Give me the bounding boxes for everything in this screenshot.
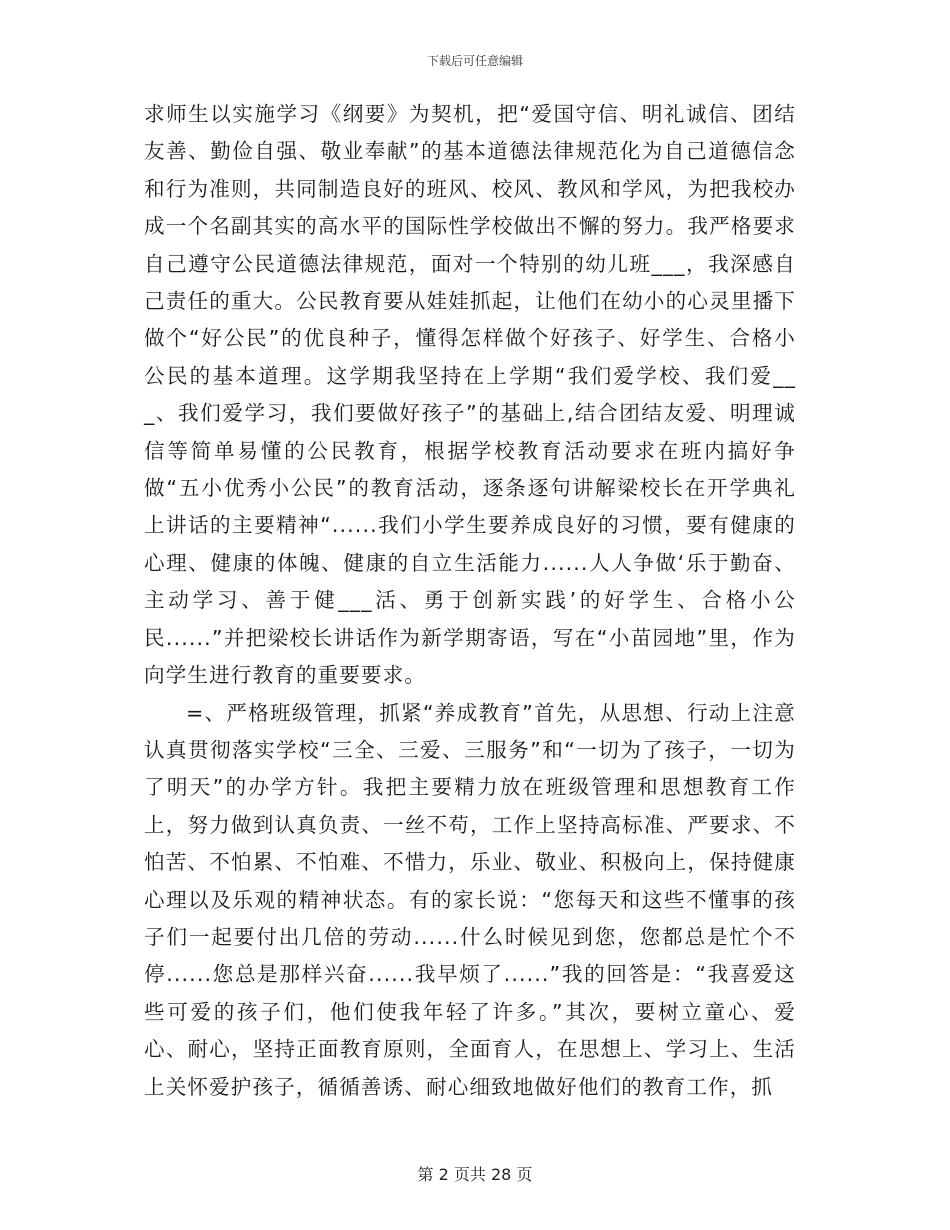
page-number: 第 2 页共 28 页 bbox=[417, 1165, 533, 1184]
paragraph-2: =、严格班级管理，抓紧“养成教育”首先，从思想、行动上注意认真贯彻落实学校“三全、三爱、三服务”和“一切为了孩子，一切为了明天”的办学方针。我把主要精力放在班级管理和思想教育工作上，努力做到认真负责、一丝不苟，工作上坚持高标准、严要求、不怕苦、不怕累、不怕难、不惜力，乐业、敬业、积极向上，保持健康心理以及乐观的精神状态。有的家长说：“您每天和这些不懂事的孩子们一起要付出几倍的劳动......什么时候见到您，您都总是忙个不停......您总是那样兴奋......我早烦了......”我的回答是：“我喜爱这些可爱的孩子们，他们使我年轻了许多。”其次，要树立童心、爱心、耐心，坚持正面教育原则，全面育人，在思想上、学习上、生活上关怀爱护孩子，循循善诱、耐心细致地做好他们的教育工作，抓 bbox=[144, 700, 796, 1099]
page-header: 下载后可任意编辑 bbox=[426, 54, 523, 68]
document-body bbox=[144, 96, 796, 1106]
paragraph-1: 求师生以实施学习《纲要》为契机，把“爱国守信、明礼诚信、团结友善、勤俭自强、敬业奉献”的基本道德法律规范化为自己道德信念和行为准则，共同制造良好的班风、校风、教风和学风，为把我校办成一个名副其实的高水平的国际性学校做出不懈的努力。我严格要求自己遵守公民道德法律规范，面对一个特别的幼儿班___，我深感自己责任的重大。公民教育要从娃娃抓起，让他们在幼小的心灵里播下做个“好公民”的优良种子，懂得怎样做个好孩子、好学生、合格小公民的基本道理。这学期我坚持在上学期“我们爱学校、我们爱___、我们爱学习，我们要做好孩子”的基础上,结合团结友爱、明理诚信等简单易懂的公民教育，根据学校教育活动要求在班内搞好争做“五小优秀小公民”的教育活动，逐条逐句讲解梁校长在开学典礼上讲话的主要精神“......我们小学生要养成良好的习惯，要有健康的心理、健康的体魄、健康的自立生活能力......人人争做‘乐于勤奋、主动学习、善于健___活、勇于创新实践’的好学生、合格小公民......”并把梁校长讲话作为新学期寄语，写在“小苗园地”里，作为向学生进行教育的重要要求。 bbox=[144, 102, 796, 688]
